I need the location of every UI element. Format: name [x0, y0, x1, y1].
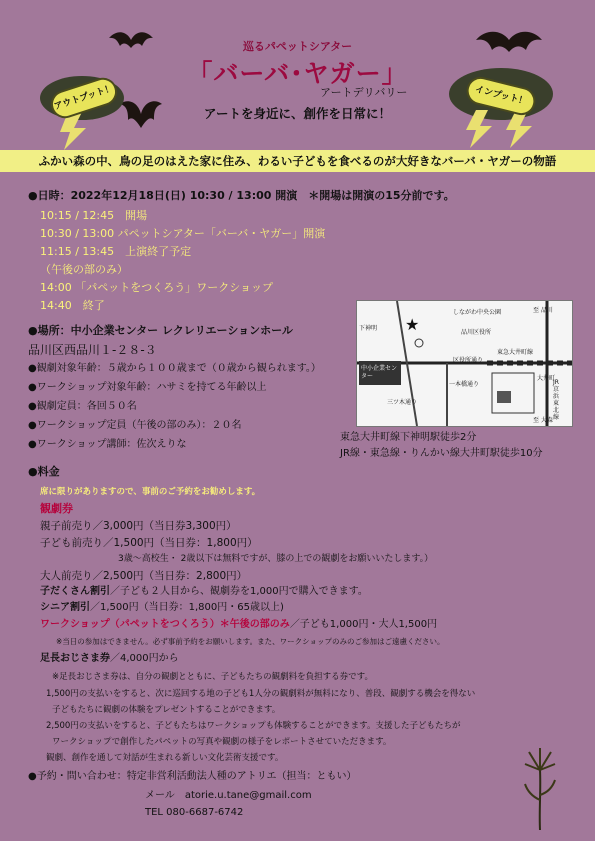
- ashinaga-note: 子どもたちに観劇の体験をプレゼントすることができます。: [52, 705, 281, 715]
- ashinaga-label: 足長おじさま券: [40, 653, 110, 664]
- access-line: JR線・東急線・りんかい線大井町駅徒歩10分: [340, 448, 543, 459]
- header-tagline: アートデリバリー: [320, 86, 408, 99]
- age-line: ●観劇対象年齢：５歳から１００歳まで（０歳から観られます。）: [28, 363, 321, 374]
- mail-label: メール: [145, 790, 175, 801]
- kodakusan-line: [40, 585, 560, 599]
- ws-note: ※当日の参加はできません。必ず事前予約をお願いします。また、ワークショップのみのご参加はご遠慮ください。: [56, 637, 445, 646]
- schedule-item: 10:30 / 13:00 パペットシアター「バーバ・ヤガー」開演: [40, 227, 326, 240]
- kodakusan-detail: ／子ども２人目から、観劇券を1,000円で購入できます。: [110, 586, 368, 597]
- schedule-item: 10:15 / 12:45 開場: [40, 209, 148, 222]
- map-label: 品川区役所: [461, 329, 492, 336]
- ashinaga-note: ワークショップで創作したパペットの写真や観劇の様子をレポートさせていただきます。: [52, 737, 392, 747]
- star-icon: ★: [405, 315, 420, 334]
- venue-map: [356, 300, 573, 427]
- senior-detail: ／1,500円（当日券：1,800円・65歳以上): [90, 602, 284, 613]
- ws-fee-label: ワークショップ（パペットをつくろう）＊午後の部のみ: [40, 619, 290, 630]
- fees-notice: 席に限りがありますので、事前のご予約をお勧めします。: [40, 487, 261, 497]
- map-label: 一本橋通り: [449, 381, 480, 388]
- map-label: 下神明: [359, 325, 378, 332]
- ashinaga-note: 1,500円の支払いをすると、次に巡回する地の子ども1人分の観劇料が無料になり、普段、観劇する機会を得ない: [46, 689, 476, 699]
- map-label: 至 大森: [533, 417, 553, 424]
- map-label: しながわ中央公園: [453, 309, 502, 316]
- map-label: 大井町: [537, 375, 556, 382]
- map-label: 中小企業センター: [361, 365, 398, 380]
- access-line: 東急大井町線下神明駅徒歩2分: [340, 432, 477, 443]
- kodakusan-label: 子だくさん割引: [40, 586, 110, 597]
- schedule-item: 14:40 終了: [40, 299, 105, 312]
- fee-line: 親子前売り／3,000円（当日券3,300円）: [40, 520, 237, 532]
- instructor-line: ●ワークショップ講師：佐次えりな: [28, 439, 187, 450]
- tel-line[interactable]: TEL 080-6687-6742: [145, 807, 244, 818]
- output-bubble: アウトプット！: [47, 74, 120, 122]
- map-label: 至 品川: [533, 307, 553, 314]
- mail-address[interactable]: atorie.u.tane@gmail.com: [184, 790, 312, 801]
- ashinaga-detail: ／4,000円から: [110, 653, 179, 664]
- schedule-item: 11:15 / 13:45 上演終了予定: [40, 245, 192, 258]
- mail-line: [145, 789, 312, 803]
- ws-capacity-line: ●ワークショップ定員（午後の部のみ）：２０名: [28, 420, 242, 431]
- map-label: 三ツ木通り: [387, 399, 418, 406]
- schedule-item: （午後の部のみ）: [40, 263, 128, 276]
- address-line: 品川区西品川１-２８-３: [28, 343, 157, 357]
- ws-fee-detail: ／子ども1,000円・大人1,500円: [289, 619, 438, 630]
- map-label: 東急大井町線: [497, 349, 534, 356]
- map-label: JR京浜東北線: [553, 379, 560, 421]
- plant-icon: [515, 740, 565, 830]
- ticket-heading: 観劇券: [40, 502, 73, 515]
- ws-age-line: ●ワークショップ対象年齢：ハサミを持てる年齢以上: [28, 382, 267, 393]
- ashinaga-note: ※足長おじさま券は、自分の観劇とともに、子どもたちの観劇料を負担する券です。: [52, 672, 373, 682]
- page-title: 「バーバ･ヤガー」: [187, 59, 408, 88]
- senior-label: シニア割引: [40, 602, 90, 613]
- fee-note: 3歳～高校生・ 2歳以下は無料ですが、膝の上での観劇をお願いいたします。）: [118, 554, 434, 564]
- header-slogan: アートを身近に、創作を日常に！: [203, 106, 392, 121]
- schedule-item: 14:00 「パペットをつくろう」ワークショップ: [40, 281, 273, 294]
- senior-line: [40, 601, 284, 615]
- fees-heading: ●料金: [28, 465, 60, 478]
- ashinaga-note: 2,500円の支払いをすると、子どもたちはワークショップも体験することができます。支援した子どもたちが: [46, 721, 461, 731]
- contact-line: ●予約・問い合わせ：特定非営利活動法人種のアトリエ（担当：ともい）: [28, 771, 357, 782]
- fee-line: 大人前売り／2,500円（当日券：2,800円）: [40, 570, 248, 582]
- ashinaga-line: [40, 652, 179, 666]
- date-line: ●日時：2022年12月18日(日) 10:30 / 13:00 開演 ＊開場は開演の15分前です。: [28, 189, 455, 202]
- capacity-line: ●観劇定員：各回５０名: [28, 401, 137, 412]
- map-label: 区役所通り: [453, 357, 484, 364]
- header-subtitle: 巡るパペットシアター: [242, 40, 353, 53]
- fee-line: 子ども前売り／1,500円（当日券：1,800円）: [40, 537, 258, 549]
- venue-line: ●場所：中小企業センター レクレリエーションホール: [28, 324, 293, 337]
- ashinaga-note: 観劇、創作を通して対話が生まれる新しい文化芸術支援です。: [46, 753, 284, 763]
- ws-fee-line: [40, 618, 437, 632]
- story-banner: ふかい森の中、鳥の足のはえた家に住み、わるい子どもを食べるのが大好きなバーバ・ヤガーの物語: [0, 150, 595, 172]
- input-bubble: インプット！: [464, 74, 539, 118]
